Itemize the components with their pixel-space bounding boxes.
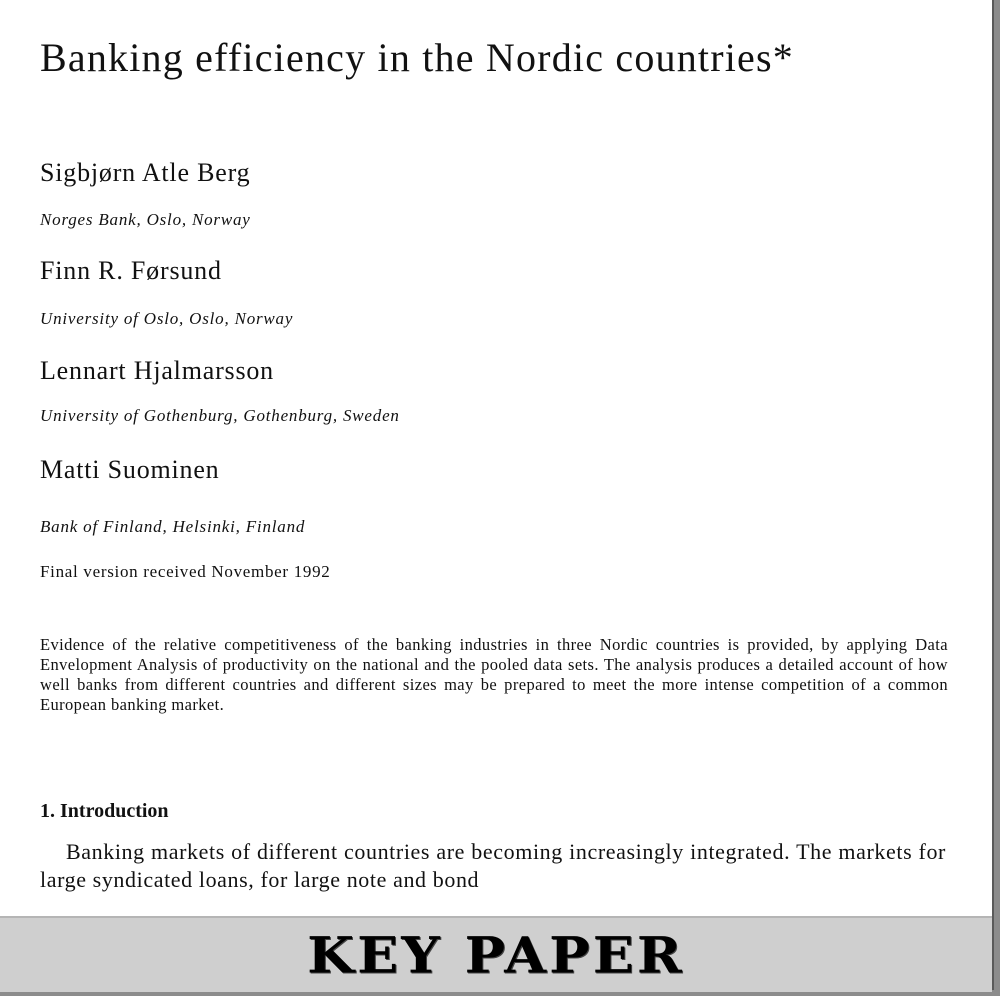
paper-title: Banking efficiency in the Nordic countries*	[40, 35, 794, 80]
author-affiliation: University of Gothenburg, Gothenburg, Sweden	[40, 406, 400, 425]
author-name: Lennart Hjalmarsson	[40, 356, 274, 385]
body-paragraph: Banking markets of different countries are becoming increasingly integrated. The markets for large syndicated loans, for large note and bond	[40, 839, 946, 892]
author-name: Finn R. Førsund	[40, 256, 222, 285]
author-affiliation: Norges Bank, Oslo, Norway	[40, 210, 251, 229]
abstract: Evidence of the relative competitiveness of the banking industries in three Nordic countries is provided, by applying Data Envelopment Analysis of productivity on the national and the pooled data sets. The analysis produces a detailed account of how well banks from different countries and different sizes may be prepared to meet the more intense competition of a common European banking market.	[40, 635, 948, 714]
banner-label: KEY PAPER	[307, 925, 685, 985]
author-name: Matti Suominen	[40, 455, 220, 484]
key-paper-banner	[0, 916, 992, 992]
author-affiliation: Bank of Finland, Helsinki, Finland	[40, 517, 306, 536]
author-name: Sigbjørn Atle Berg	[40, 158, 251, 187]
received-date: Final version received November 1992	[40, 562, 331, 581]
section-heading: 1. Introduction	[40, 800, 169, 822]
author-affiliation: University of Oslo, Oslo, Norway	[40, 309, 294, 328]
